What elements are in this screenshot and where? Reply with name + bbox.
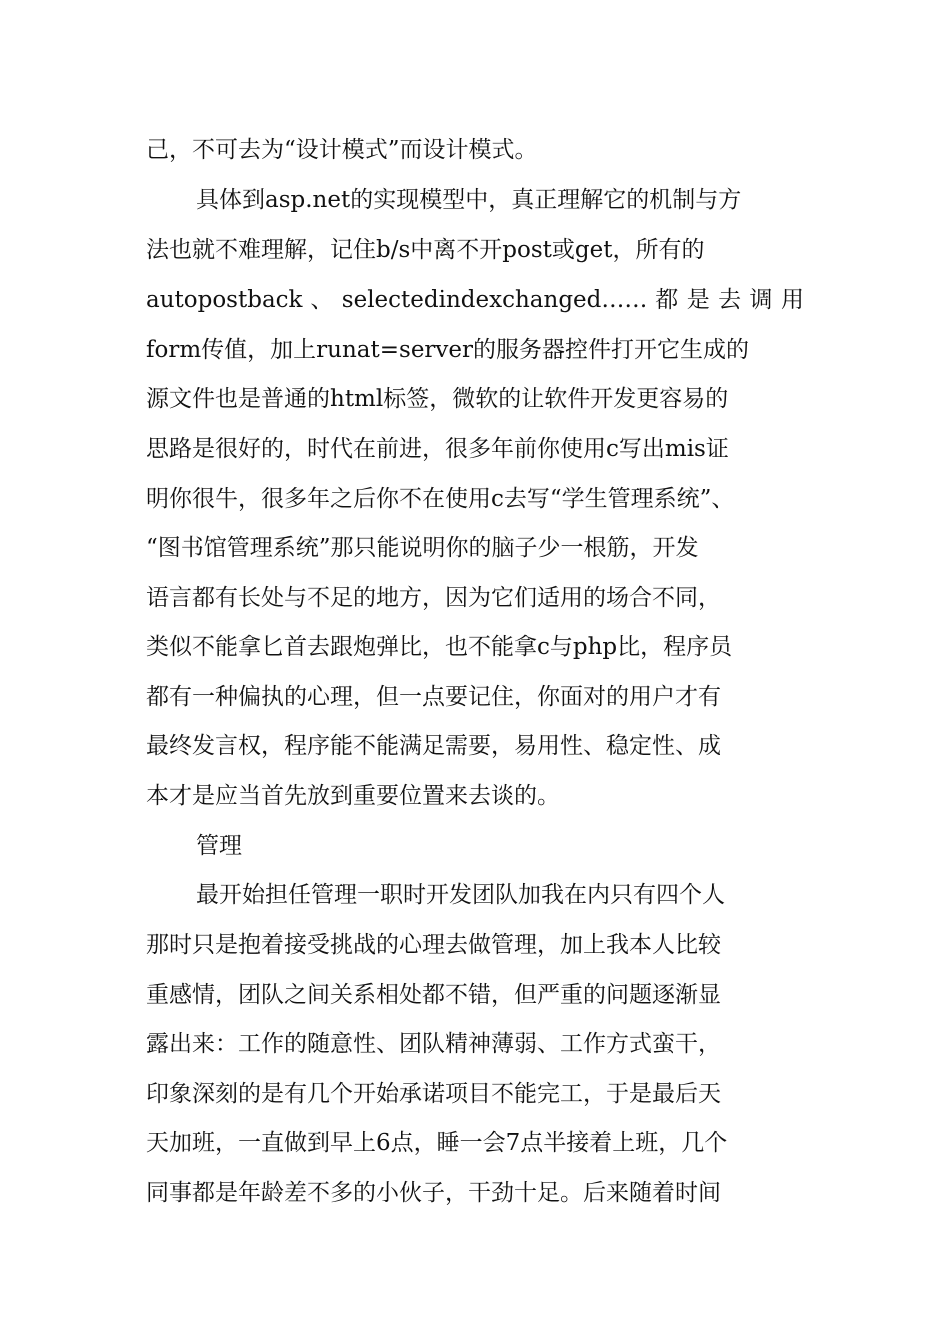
text-line: 都有一种偏执的心理，但一点要记住，你面对的用户才有 xyxy=(146,684,721,710)
text-line: 源文件也是普通的html标签，微软的让软件开发更容易的 xyxy=(146,386,729,412)
text-line: 同事都是年龄差不多的小伙子，干劲十足。后来随着时间 xyxy=(146,1180,721,1206)
text-line: 明你很牛，很多年之后你不在使用c去写“学生管理系统”、 xyxy=(146,486,735,512)
text-line: form传值，加上runat=server的服务器控件打开它生成的 xyxy=(146,337,750,363)
section-heading: 管理 xyxy=(196,833,242,859)
text-line: 最终发言权，程序能不能满足需要，易用性、稳定性、成 xyxy=(146,733,721,759)
text-line: 法也就不难理解，记住b/s中离不开post或get，所有的 xyxy=(146,237,705,263)
text-line: 天加班，一直做到早上6点，睡一会7点半接着上班，几个 xyxy=(146,1130,728,1156)
text-line: 己，不可去为“设计模式”而设计模式。 xyxy=(146,137,538,163)
text-line: 露出来：工作的随意性、团队精神薄弱、工作方式蛮干， xyxy=(146,1031,721,1057)
text-line: 类似不能拿匕首去跟炮弹比，也不能拿c与php比，程序员 xyxy=(146,634,733,660)
text-line: 本才是应当首先放到重要位置来去谈的。 xyxy=(146,783,560,809)
paragraph-first-line: 最开始担任管理一职时开发团队加我在内只有四个人 xyxy=(196,882,725,908)
text-line: “图书馆管理系统”那只能说明你的脑子少一根筋，开发 xyxy=(146,535,699,561)
text-line: 思路是很好的，时代在前进，很多年前你使用c写出mis证 xyxy=(146,436,729,462)
text-line: 语言都有长处与不足的地方，因为它们适用的场合不同， xyxy=(146,585,721,611)
text-line: 印象深刻的是有几个开始承诺项目不能完工，于是最后天 xyxy=(146,1081,721,1107)
paragraph-first-line: 具体到asp.net的实现模型中，真正理解它的机制与方 xyxy=(196,187,742,213)
text-line: 那时只是抱着接受挑战的心理去做管理，加上我本人比较 xyxy=(146,932,721,958)
text-line: 重感情，团队之间关系相处都不错，但严重的问题逐渐显 xyxy=(146,982,721,1008)
text-line: autopostback 、 selectedindexchanged…… 都 是 去 调 用 xyxy=(146,287,804,313)
